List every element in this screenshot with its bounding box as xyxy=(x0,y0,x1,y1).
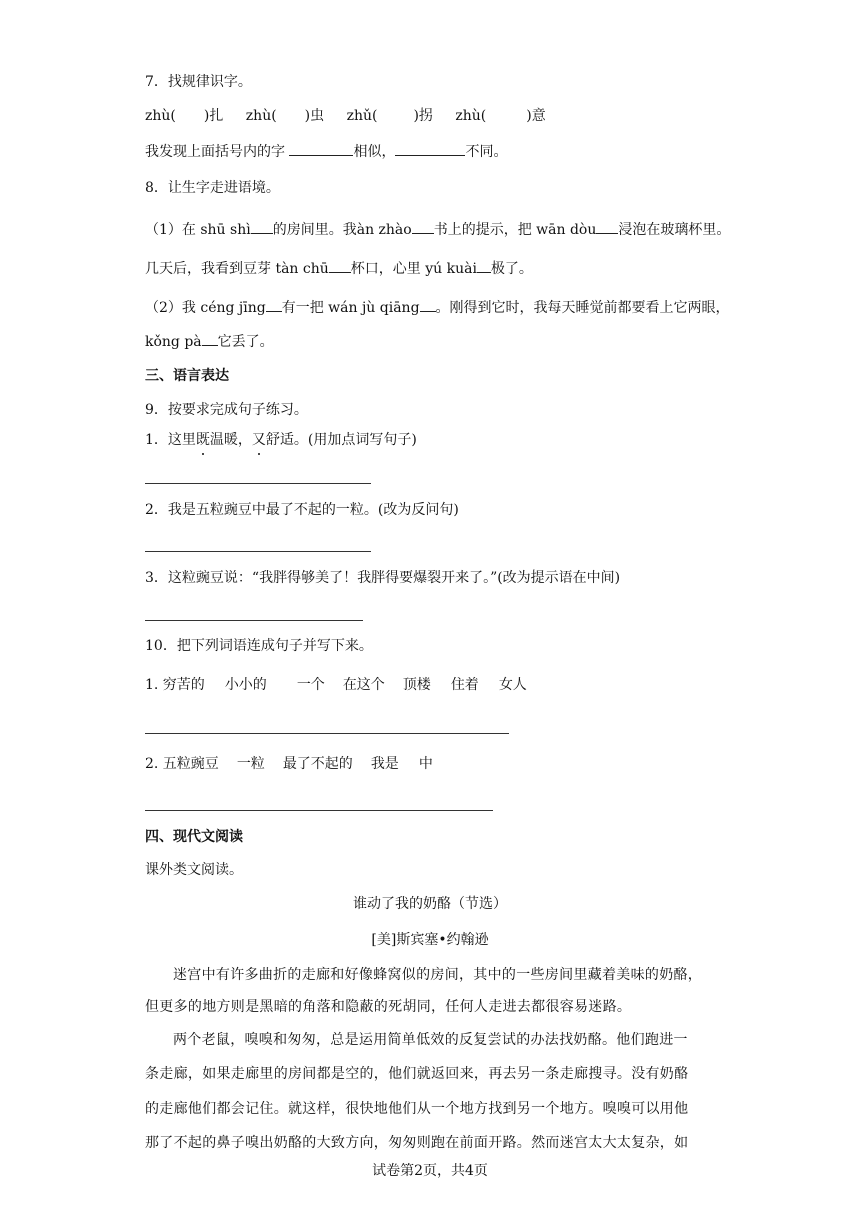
q9-sentence-1 xyxy=(145,430,417,450)
q8-text: 书上的提示，把 wān dòu xyxy=(433,222,597,238)
dotted-word: 又 xyxy=(251,432,266,448)
q8-text: 的房间里。我àn zhào xyxy=(272,222,412,238)
reading-line: 条走廊，如果走廊里的房间都是空的，他们就返回来，再去另一条走廊搜寻。没有奶酪 xyxy=(145,1066,689,1082)
q8-text: 它丢了。 xyxy=(217,334,274,350)
answer-blank[interactable] xyxy=(420,297,436,312)
q10-words-1 xyxy=(145,675,527,695)
q8-title: 8．让生字走进语境。 xyxy=(145,180,280,196)
answer-blank[interactable] xyxy=(289,141,353,156)
reading-line: 的走廊他们都会记住。就这样，很快地他们从一个地方找到另一个地方。嗅嗅可以用他 xyxy=(145,1101,689,1117)
section-3-heading: 三、语言表达 xyxy=(145,368,229,384)
word: 一个 xyxy=(296,677,325,693)
reading-title: 谁动了我的奶酪（节选） xyxy=(353,896,507,912)
q7-found-row xyxy=(145,141,507,162)
q8-text: 有一把 wán jù qiāng xyxy=(281,300,420,316)
q8-p2-line2 xyxy=(145,331,274,352)
char-1: )扎 xyxy=(203,108,224,124)
q7-pinyin-row xyxy=(145,106,546,126)
pinyin-2: zhù( xyxy=(245,108,277,124)
answer-blank[interactable] xyxy=(266,297,282,312)
word: 2. 五粒豌豆 xyxy=(145,756,219,772)
q7-found-text-c: 不同。 xyxy=(465,144,508,160)
word: 顶楼 xyxy=(402,677,431,693)
q8-p1-line1 xyxy=(145,219,730,240)
q8-p2-line1 xyxy=(145,297,730,318)
word: 1. 穷苦的 xyxy=(145,677,205,693)
answer-blank[interactable] xyxy=(251,219,273,234)
q9-text: 1．这里 xyxy=(145,432,196,448)
q8-text: 杯口，心里 yú kuài xyxy=(350,261,477,277)
q7-found-text-b: 相似， xyxy=(353,144,396,160)
q8-text: 几天后，我看到豆芽 tàn chū xyxy=(145,261,329,277)
word: 我是 xyxy=(370,756,399,772)
char-3: )拐 xyxy=(413,108,433,124)
word: 女人 xyxy=(498,677,527,693)
answer-blank[interactable] xyxy=(477,258,491,273)
answer-blank[interactable] xyxy=(412,219,434,234)
q10-words-2 xyxy=(145,754,433,774)
q9-text: 舒适。(用加点词写句子) xyxy=(265,432,417,448)
reading-line: 两个老鼠，嗅嗅和匆匆，总是运用简单低效的反复尝试的办法找奶酪。他们跑进一 xyxy=(173,1032,688,1048)
q8-text: （1）在 shū shì xyxy=(145,222,251,238)
char-4: )意 xyxy=(526,108,546,124)
q8-text: 浸泡在玻璃杯里。 xyxy=(618,222,731,238)
word: 住着 xyxy=(450,677,479,693)
q8-text: （2）我 céng jīng xyxy=(145,300,266,316)
q9-sentence-3: 3．这粒豌豆说：“我胖得够美了！我胖得要爆裂开来了。”(改为提示语在中间) xyxy=(145,570,621,586)
q10-title: 10．把下列词语连成句子并写下来。 xyxy=(145,638,373,654)
answer-line[interactable] xyxy=(145,551,371,552)
reading-author: [美]斯宾塞•约翰逊 xyxy=(371,932,489,948)
word: 小小的 xyxy=(224,677,267,693)
pinyin-1: zhù( xyxy=(145,108,176,124)
answer-line[interactable] xyxy=(145,733,509,734)
answer-blank[interactable] xyxy=(596,219,618,234)
section-4-heading: 四、现代文阅读 xyxy=(145,829,243,845)
q8-text: 。刚得到它时，我每天睡觉前都要看上它两眼， xyxy=(435,300,730,316)
q9-title: 9．按要求完成句子练习。 xyxy=(145,402,308,418)
q9-sentence-2: 2．我是五粒豌豆中最了不起的一粒。(改为反问句) xyxy=(145,502,459,518)
dotted-word: 既 xyxy=(195,432,210,448)
char-2: )虫 xyxy=(304,108,325,124)
page-footer: 试卷第2页，共4页 xyxy=(372,1163,488,1179)
q8-p1-line2 xyxy=(145,258,533,279)
q7-title: 7．找规律识字。 xyxy=(145,74,252,90)
q7-found-text: 我发现上面括号内的字 xyxy=(145,144,285,160)
word: 在这个 xyxy=(342,677,385,693)
word: 中 xyxy=(418,756,433,772)
q8-text: kǒng pà xyxy=(145,334,202,350)
answer-blank[interactable] xyxy=(329,258,351,273)
q8-text: 极了。 xyxy=(490,261,533,277)
answer-line[interactable] xyxy=(145,810,493,811)
answer-blank[interactable] xyxy=(202,331,218,346)
pinyin-3: zhǔ( xyxy=(346,108,378,124)
answer-line[interactable] xyxy=(145,483,371,484)
reading-line: 但更多的地方则是黑暗的角落和隐蔽的死胡同，任何人走进去都很容易迷路。 xyxy=(145,999,632,1015)
reading-line: 那了不起的鼻子嗅出奶酪的大致方向，匆匆则跑在前面开路。然而迷宫太大太复杂，如 xyxy=(145,1135,689,1151)
pinyin-4: zhù( xyxy=(455,108,487,124)
word: 一粒 xyxy=(236,756,265,772)
reading-intro: 课外类文阅读。 xyxy=(145,862,243,878)
q9-text: 温暖， xyxy=(209,432,252,448)
word: 最了不起的 xyxy=(282,756,353,772)
reading-line: 迷宫中有许多曲折的走廊和好像蜂窝似的房间，其中的一些房间里藏着美味的奶酪， xyxy=(173,967,703,983)
answer-line[interactable] xyxy=(145,620,363,621)
answer-blank[interactable] xyxy=(395,141,465,156)
